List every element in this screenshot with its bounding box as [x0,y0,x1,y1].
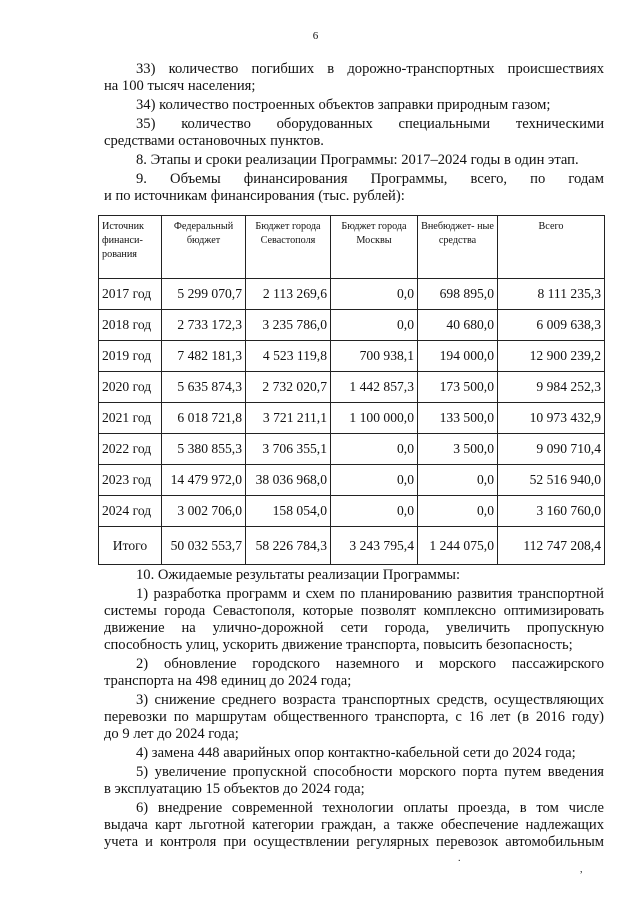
header-source: Источник финанси- рования [99,216,162,279]
result-1-line1: 1) разработка программ и схем по планированию развития транспортной [136,586,604,602]
cell-moscow: 1 442 857,3 [331,372,418,403]
cell-sevastopol: 38 036 968,0 [246,465,331,496]
list-item-34: 34) количество построенных объектов заправки природным газом; [136,97,551,113]
table-row [99,279,605,310]
section-8-text: 8. Этапы и сроки реализации Программы: 2017–2024 годы в один этап. [136,152,579,168]
cell-federal: 50 032 553,7 [162,527,246,565]
table-row [99,310,605,341]
section-10-title: 10. Ожидаемые результаты реализации Программы: [136,567,460,583]
cell-total: 12 900 239,2 [498,341,605,372]
cell-federal: 5 380 855,3 [162,434,246,465]
list-item-33-line2: на 100 тысяч населения; [104,78,256,94]
section-9-line1: 9. Объемы финансирования Программы, всего, по годам [136,171,604,187]
cell-total: 112 747 208,4 [498,527,605,565]
cell-sevastopol: 58 226 784,3 [246,527,331,565]
cell-year: 2023 год [99,465,162,496]
cell-extrabudget: 698 895,0 [418,279,498,310]
result-6-line3: учета и контроля при осуществлении регулярных перевозок автомобильным [104,834,604,850]
cell-year: 2017 год [99,279,162,310]
cell-extrabudget: 0,0 [418,496,498,527]
cell-year: 2024 год [99,496,162,527]
cell-federal: 7 482 181,3 [162,341,246,372]
cell-moscow: 0,0 [331,465,418,496]
result-2-line1: 2) обновление городского наземного и морского пассажирского [136,656,604,672]
table-row [99,372,605,403]
table-row [99,403,605,434]
result-1-line3: движение на улично-дорожной сети города, увеличить пропускную [104,620,604,636]
cell-federal: 2 733 172,3 [162,310,246,341]
cell-total: 9 090 710,4 [498,434,605,465]
cell-moscow: 0,0 [331,279,418,310]
cell-year: 2019 год [99,341,162,372]
cell-sevastopol: 3 235 786,0 [246,310,331,341]
cell-total: 9 984 252,3 [498,372,605,403]
cell-total: 3 160 760,0 [498,496,605,527]
cell-moscow: 0,0 [331,310,418,341]
financing-table [98,215,605,565]
cell-year: 2018 год [99,310,162,341]
cell-extrabudget: 3 500,0 [418,434,498,465]
cell-total: 10 973 432,9 [498,403,605,434]
result-1-line2: системы города Севастополя, которые позволят комплексно оптимизировать [104,603,604,619]
cell-extrabudget: 0,0 [418,465,498,496]
list-item-35-line2: средствами остановочных пунктов. [104,133,324,149]
cell-moscow: 3 243 795,4 [331,527,418,565]
result-3-line3: до 9 лет до 2024 года; [104,726,239,742]
table-row [99,465,605,496]
cell-moscow: 1 100 000,0 [331,403,418,434]
cell-extrabudget: 133 500,0 [418,403,498,434]
header-moscow: Бюджет города Москвы [331,216,418,279]
cell-extrabudget: 1 244 075,0 [418,527,498,565]
cell-federal: 5 635 874,3 [162,372,246,403]
cell-federal: 14 479 972,0 [162,465,246,496]
cell-total: 8 111 235,3 [498,279,605,310]
cell-extrabudget: 173 500,0 [418,372,498,403]
cell-total: 52 516 940,0 [498,465,605,496]
cell-year: 2020 год [99,372,162,403]
cell-sevastopol: 4 523 119,8 [246,341,331,372]
table-header-row [99,216,605,279]
table-row [99,341,605,372]
cell-sevastopol: 2 113 269,6 [246,279,331,310]
cell-federal: 5 299 070,7 [162,279,246,310]
result-4: 4) замена 448 аварийных опор контактно-кабельной сети до 2024 года; [136,745,576,761]
cell-year: 2022 год [99,434,162,465]
cell-extrabudget: 194 000,0 [418,341,498,372]
list-item-35-line1: 35) количество оборудованных специальными техническими [136,116,604,132]
section-9-line2: и по источникам финансирования (тыс. рублей): [104,188,405,204]
cell-moscow: 0,0 [331,496,418,527]
cell-sevastopol: 2 732 020,7 [246,372,331,403]
cell-federal: 3 002 706,0 [162,496,246,527]
cell-federal: 6 018 721,8 [162,403,246,434]
table-row [99,434,605,465]
result-6-line1: 6) внедрение современной технологии оплаты проезда, в том числе [136,800,604,816]
cell-moscow: 0,0 [331,434,418,465]
header-total: Всего [498,216,605,279]
cell-moscow: 700 938,1 [331,341,418,372]
table-row [99,496,605,527]
page-number: 6 [312,30,319,42]
result-1-line4: способность улиц, ускорить движение транспорта, повысить безопасность; [104,637,573,653]
header-federal: Федеральный бюджет [162,216,246,279]
list-item-33-line1: 33) количество погибших в дорожно-транспортных происшествиях [136,61,604,77]
result-5-line2: в эксплуатацию 15 объектов до 2024 года; [104,781,365,797]
result-6-line2: выдача карт льготной категории граждан, а также обеспечение надлежащих [104,817,604,833]
cell-sevastopol: 3 721 211,1 [246,403,331,434]
cell-sevastopol: 158 054,0 [246,496,331,527]
cell-total-label: Итого [99,527,162,565]
result-2-line2: транспорта на 498 единиц до 2024 года; [104,673,352,689]
table-total-row [99,527,605,565]
cell-total: 6 009 638,3 [498,310,605,341]
cell-extrabudget: 40 680,0 [418,310,498,341]
cell-year: 2021 год [99,403,162,434]
header-sevastopol: Бюджет города Севастополя [246,216,331,279]
result-3-line2: перевозки по маршрутам общественного транспорта, с 16 лет (в 2016 году) [104,709,604,725]
cell-sevastopol: 3 706 355,1 [246,434,331,465]
result-5-line1: 5) увеличение пропускной способности морского порта путем введения [136,764,604,780]
scan-mark: , [580,864,583,875]
result-3-line1: 3) снижение среднего возраста транспортных средств, осуществляющих [136,692,604,708]
scan-mark: . [458,853,461,864]
header-extrabudget: Внебюджет- ные средства [418,216,498,279]
